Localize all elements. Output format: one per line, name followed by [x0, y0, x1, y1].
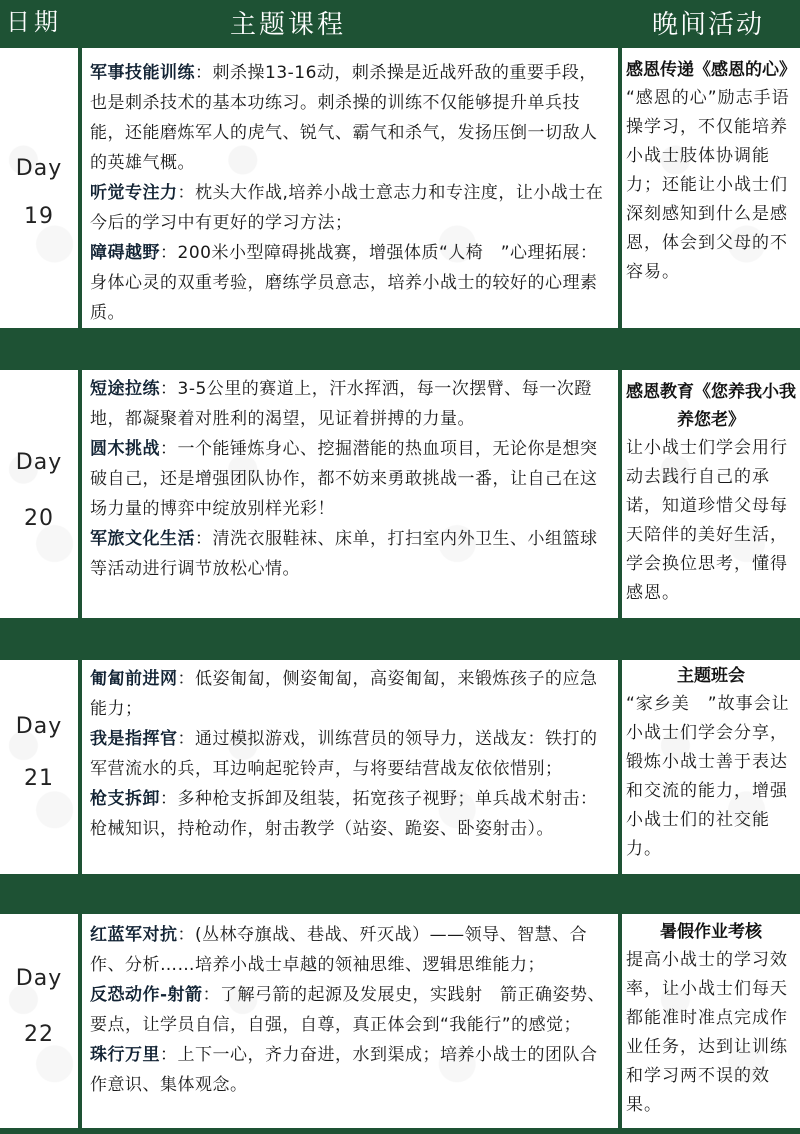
day-label: Day	[15, 156, 63, 181]
course-keyword: 红蓝军对抗	[90, 925, 178, 945]
course-description: ：一个能锤炼身心、挖掘潜能的热血项目，无论你是想突破自己，还是增强团队协作，都不妨来勇敢挑战一番，让自己在这场力量的博弈中绽放别样光彩！	[90, 439, 598, 519]
course-cell-22	[82, 914, 618, 1128]
course-item	[90, 1040, 612, 1100]
course-keyword: 匍匐前进网	[90, 669, 178, 689]
course-item	[90, 178, 612, 238]
course-keyword: 珠行万里	[90, 1045, 160, 1065]
header-theme-course: 主题课程	[230, 10, 347, 40]
course-description: ：刺杀操13-16动，刺杀操是近战歼敌的重要手段，也是刺杀技术的基本功练习。刺杀操的训练不仅能够提升单兵技能，还能磨炼军人的虎气、锐气、霸气和杀气，发扬压倒一切敌人的英雄气概。	[90, 63, 598, 173]
course-text	[90, 58, 612, 328]
evening-title: 主题班会	[677, 666, 745, 686]
day-label: Day	[15, 714, 63, 739]
evening-title: 暑假作业考核	[660, 922, 762, 942]
course-description: ：3-5公里的赛道上，汗水挥洒，每一次摆臂、每一次蹬地，都凝聚着对胜利的渴望，见证着拼搏的力量。	[90, 379, 592, 429]
course-keyword: 圆木挑战	[90, 439, 160, 459]
evening-cell-21	[622, 660, 800, 874]
course-keyword: 障碍越野	[90, 243, 160, 263]
course-description: ：通过模拟游戏，训练营员的领导力，送战友：铁打的军营流水的兵，耳边响起驼铃声，与将要结营战友依依惜别；	[90, 729, 598, 779]
course-keyword: 反恐动作-射箭	[90, 985, 203, 1005]
course-item	[90, 724, 612, 784]
course-keyword: 军旅文化生活	[90, 529, 195, 549]
course-keyword: 我是指挥官	[90, 729, 178, 749]
course-cell-20	[82, 370, 618, 618]
course-keyword: 军事技能训练	[90, 63, 195, 83]
course-description: ：多种枪支拆卸及组装，拓宽孩子视野；单兵战术射击：枪械知识，持枪动作，射击教学（站姿、跪姿、卧姿射击）。	[90, 789, 598, 839]
evening-cell-19	[622, 48, 800, 328]
course-text	[90, 920, 612, 1100]
day-cell-21	[0, 660, 78, 874]
course-cell-21	[82, 660, 618, 874]
course-description: ：了解弓箭的起源及发展史，实践射 箭正确姿势、要点，让学员自信，自强，自尊，真正体会到“我能行”的感觉；	[90, 985, 606, 1035]
day-cell-20	[0, 370, 78, 618]
course-description: ：枕头大作战,培养小战士意志力和专注度，让小战士在今后的学习中有更好的学习方法；	[90, 183, 604, 233]
header-date: 日期	[6, 8, 62, 36]
day-cell-22	[0, 914, 78, 1128]
course-item	[90, 980, 612, 1040]
course-keyword: 短途拉练	[90, 379, 160, 399]
evening-text: 让小战士们学会用行动去践行自己的承诺，知道珍惜父母每天陪伴的美好生活，学会换位思考，懂得感恩。	[626, 438, 788, 603]
course-item	[90, 374, 612, 434]
course-item	[90, 920, 612, 980]
course-keyword: 枪支拆卸	[90, 789, 160, 809]
course-description: ：(丛林夺旗战、巷战、歼灭战）——领导、智慧、合作、分析……培养小战士卓越的领袖思维、逻辑思维能力；	[90, 925, 588, 975]
course-description: ：清洗衣服鞋袜、床单，打扫室内外卫生、小组篮球等活动进行调节放松心情。	[90, 529, 598, 579]
evening-cell-22	[622, 914, 800, 1128]
course-text	[90, 664, 612, 844]
table-header	[0, 0, 800, 42]
course-cell-19	[82, 48, 618, 328]
day-cell-19	[0, 48, 78, 328]
course-keyword: 听觉专注力	[90, 183, 178, 203]
evening-cell-20	[622, 370, 800, 618]
course-text	[90, 374, 612, 584]
course-item	[90, 58, 612, 178]
course-item	[90, 784, 612, 844]
day-label: Day	[15, 966, 63, 991]
evening-title: 感恩传递《感恩的心》	[626, 60, 796, 80]
evening-text: “家乡美 ”故事会让小战士们学会分享，锻炼小战士善于表达和交流的能力，增强小战士们的社交能力。	[626, 694, 790, 859]
evening-text: 提高小战士的学习效率，让小战士们每天都能准时准点完成作业任务，达到让训练和学习两不误的效果。	[626, 950, 788, 1115]
day-number: 20	[24, 506, 54, 531]
day-number: 19	[24, 204, 54, 229]
evening-text: “感恩的心”励志手语操学习，不仅能培养小战士肢体协调能力；还能让小战士们深刻感知到什么是感恩，体会到父母的不容易。	[626, 88, 790, 282]
day-number: 22	[24, 1022, 54, 1047]
day-label: Day	[15, 450, 63, 475]
course-item	[90, 238, 612, 328]
day-number: 21	[24, 766, 54, 791]
course-description: ：低姿匍匐，侧姿匍匐，高姿匍匐，来锻炼孩子的应急能力；	[90, 669, 598, 719]
course-description: ：200米小型障碍挑战赛，增强体质“人椅 ”心理拓展：身体心灵的双重考验，磨练学员意志，培养小战士的较好的心理素质。	[90, 243, 598, 323]
header-evening-activity: 晚间活动	[652, 10, 765, 40]
evening-title: 感恩教育《您养我小我养您老》	[626, 382, 796, 430]
course-item	[90, 524, 612, 584]
course-item	[90, 434, 612, 524]
course-description: ：上下一心，齐力奋进，水到渠成；培养小战士的团队合作意识、集体观念。	[90, 1045, 598, 1095]
course-item	[90, 664, 612, 724]
